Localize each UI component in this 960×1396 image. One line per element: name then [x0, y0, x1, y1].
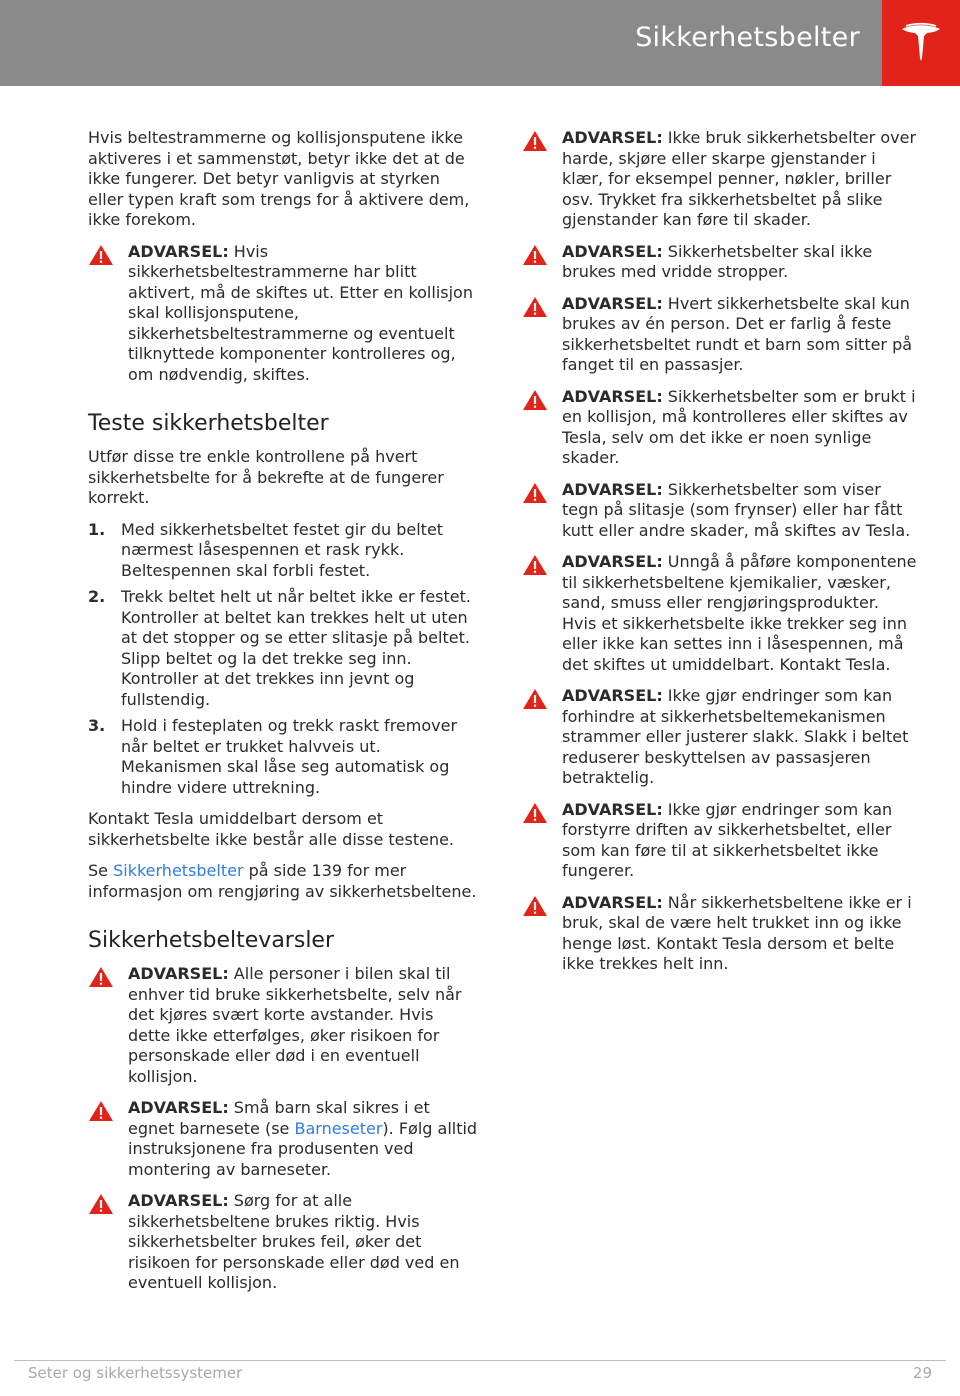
- tesla-logo-icon: [882, 0, 960, 86]
- warning-block: [522, 294, 918, 376]
- list-item: [88, 520, 480, 582]
- warning-body: Ikke bruk sikkerhetsbelter over harde, skjøre eller skarpe gjenstander i klær, for eksempel penner, nøkler, briller osv. Trykket fra sikkerhetsbeltet på slike gjenstander kan føre til skader.: [562, 128, 917, 229]
- warning-label: ADVARSEL:: [128, 241, 229, 261]
- warning-label: ADVARSEL:: [562, 128, 663, 147]
- step-number: 1.: [88, 519, 106, 539]
- warning-body: Sikkerhetsbelter skal ikke brukes med vridde stropper.: [562, 241, 873, 281]
- warning-body-end: ). Følg alltid instruksjonene fra produsenten ved montering av barneseter.: [128, 1118, 478, 1179]
- warning-label: ADVARSEL:: [128, 1098, 229, 1117]
- warning-block: [88, 1098, 480, 1180]
- warning-triangle-icon: [522, 800, 562, 882]
- warning-body: Alle personer i bilen skal til enhver tid bruke sikkerhetsbelte, selv når det kjøres svært korte avstander. Hvis dette ikke etterfølges, øker risikoen for personskade eller død i en eventuell kollisjon.: [128, 964, 462, 1086]
- warning-block: [522, 480, 918, 542]
- warning-label: ADVARSEL:: [562, 293, 663, 313]
- section-heading-varsler: Sikkerhetsbeltevarsler: [88, 928, 335, 953]
- warning-triangle-icon: [522, 893, 562, 975]
- warning-label: ADVARSEL:: [562, 686, 663, 705]
- warning-body: Når sikkerhetsbeltene ikke er i bruk, skal de være helt trukket inn og ikke henge løst. Kontakt Tesla dersom et belte ikke trekkes helt inn.: [562, 892, 912, 973]
- see-suffix: på side 139 for mer informasjon om rengjøring av sikkerhetsbeltene.: [88, 861, 477, 901]
- page-title: Sikkerhetsbelter: [635, 22, 860, 53]
- warning-text: [562, 480, 918, 542]
- warning-label: ADVARSEL:: [562, 479, 663, 499]
- warning-block: [522, 242, 918, 283]
- warning-block: [88, 964, 480, 1087]
- warning-label: ADVARSEL:: [128, 1191, 229, 1210]
- warning-text: [562, 552, 918, 675]
- warning-text: [128, 242, 480, 386]
- sikkerhetsbelter-link[interactable]: Sikkerhetsbelter: [113, 861, 244, 880]
- warning-block: [522, 387, 918, 469]
- warning-text: [562, 800, 918, 882]
- warning-block: [522, 552, 918, 675]
- warning-block: [522, 800, 918, 882]
- warning-block: [522, 128, 918, 231]
- steps-list: [88, 520, 480, 799]
- warning-triangle-icon: [522, 686, 562, 789]
- warning-text: [562, 893, 918, 975]
- warning-text: [562, 387, 918, 469]
- step-number: 3.: [88, 716, 106, 735]
- warning-body: Sikkerhetsbelter som er brukt i en kollisjon, må kontrolleres eller skiftes av Tesla, selv om det ikke er noen synlige skader.: [562, 386, 916, 467]
- step-text: Trekk beltet helt ut når beltet ikke er festet. Kontroller at beltet kan trekkes helt ut uten at det stopper og se etter slitasje på beltet. Slipp beltet og la det trekke seg inn. Kontroller at det trekkes inn jevnt og fullstendig.: [121, 587, 471, 709]
- warning-label: ADVARSEL:: [562, 241, 663, 261]
- warning-body: Sørg for at alle sikkerhetsbeltene brukes riktig. Hvis sikkerhetsbelter brukes feil, øker det risikoen for personskade eller død ved en eventuell kollisjon.: [128, 1191, 460, 1292]
- left-column: [88, 128, 480, 1305]
- right-column: [522, 128, 918, 986]
- warning-triangle-icon: [88, 1098, 128, 1180]
- warning-triangle-icon: [522, 242, 562, 283]
- step-text: Hold i festeplaten og trekk raskt fremover når beltet er trukket halvveis ut. Mekanismen skal låse seg automatisk og hindre videre uttrekning.: [121, 716, 458, 797]
- warning-body: Unngå å påføre komponentene til sikkerhetsbeltene kjemikalier, væsker, sand, smuss eller rengjøringsprodukter. Hvis et sikkerhetsbelte ikke trekker seg inn eller ikke kan settes inn i låsespennen, må det skiftes ut umiddelbart. Kontakt Tesla.: [562, 552, 917, 674]
- footer-section-name: Seter og sikkerhetssystemer: [28, 1364, 243, 1382]
- warning-text: [562, 242, 918, 283]
- footer-divider: [14, 1360, 946, 1361]
- warning-triangle-icon: [522, 128, 562, 231]
- warning-triangle-icon: [522, 387, 562, 469]
- step-number: 2.: [88, 587, 106, 606]
- warning-label: ADVARSEL:: [562, 386, 663, 406]
- section-heading-teste: Teste sikkerhetsbelter: [88, 411, 329, 436]
- contact-paragraph: Kontakt Tesla umiddelbart dersom et sikkerhetsbelte ikke består alle disse testene.: [88, 809, 455, 849]
- warning-block: [522, 893, 918, 975]
- footer-page-number: 29: [912, 1364, 932, 1382]
- list-item: [88, 587, 480, 710]
- warning-triangle-icon: [88, 1191, 128, 1294]
- warning-body: Sikkerhetsbelter som viser tegn på slitasje (som frynser) eller har fått kutt eller andre skader, må skiftes av Tesla.: [562, 479, 911, 540]
- warning-block: [88, 242, 480, 386]
- warning-text: [562, 128, 918, 231]
- warning-text: [128, 1098, 480, 1180]
- step-text: Med sikkerhetsbeltet festet gir du beltet nærmest låsespennen et rask rykk. Beltespennen skal forbli festet.: [121, 519, 444, 580]
- warning-triangle-icon: [522, 552, 562, 675]
- barneseter-link[interactable]: Barneseter: [294, 1118, 383, 1138]
- see-prefix: Se: [88, 861, 114, 880]
- warning-body: Små barn skal sikres i et egnet barnesete (se: [128, 1098, 430, 1138]
- warning-body: Ikke gjør endringer som kan forstyrre driften av sikkerhetsbeltet, eller som kan føre til at sikkerhetsbeltet ikke fungerer.: [562, 799, 893, 880]
- warning-label: ADVARSEL:: [562, 799, 663, 819]
- warning-text: [128, 1191, 480, 1294]
- warning-text: [562, 294, 918, 376]
- warning-text: [562, 686, 918, 789]
- warning-body: Hvert sikkerhetsbelte skal kun brukes av én person. Det er farlig å feste sikkerhetsbeltet rundt et barn som sitter på fanget til en passasjer.: [562, 293, 913, 374]
- warning-triangle-icon: [522, 294, 562, 376]
- see-paragraph: [88, 861, 480, 902]
- warning-body: Ikke gjør endringer som kan forhindre at sikkerhetsbeltemekanismen strammer eller justerer slakk. Slakk i beltet reduserer beskyttelsen av passasjeren betraktelig.: [562, 686, 909, 787]
- warning-text: [128, 964, 480, 1087]
- warning-label: ADVARSEL:: [128, 964, 229, 983]
- warning-block: [522, 686, 918, 789]
- warning-body: Hvis sikkerhetsbeltestrammerne har blitt aktivert, må de skiftes ut. Etter en kollisjon skal kollisjonsputene, sikkerhetsbeltestrammerne og eventuelt tilknyttede komponenter kontrolleres og, om nødvendig, skiftes.: [128, 241, 473, 384]
- warning-triangle-icon: [88, 964, 128, 1087]
- list-item: [88, 716, 480, 798]
- intro-paragraph: Hvis beltestrammerne og kollisjonsputene ikke aktiveres i et sammenstøt, betyr ikke det at de ikke fungerer. Det betyr vanligvis at styrken eller typen kraft som trengs for å aktivere dem, ikke forekom.: [88, 128, 470, 229]
- warning-label: ADVARSEL:: [562, 552, 663, 571]
- section-intro: Utfør disse tre enkle kontrollene på hvert sikkerhetsbelte for å bekrefte at de fungerer korrekt.: [88, 447, 444, 507]
- page-header: [0, 0, 960, 86]
- warning-label: ADVARSEL:: [562, 892, 663, 912]
- warning-triangle-icon: [522, 480, 562, 542]
- warning-triangle-icon: [88, 242, 128, 386]
- warning-block: [88, 1191, 480, 1294]
